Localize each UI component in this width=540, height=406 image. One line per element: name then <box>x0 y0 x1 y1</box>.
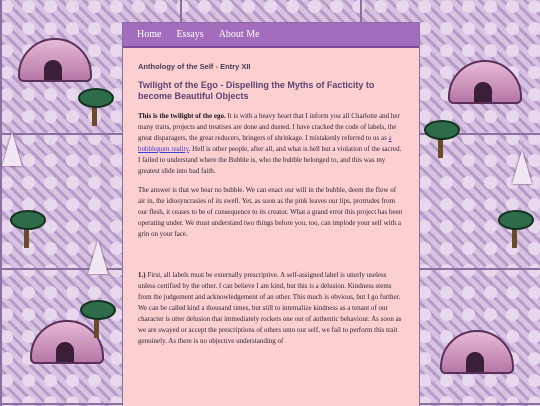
paragraph-1 <box>138 111 404 177</box>
palm-tree-decoration <box>78 88 112 128</box>
post-content <box>123 48 419 347</box>
blog-page <box>122 22 420 406</box>
post-title: Twilight of the Ego - Dispelling the Myths of Facticity to become Beautiful Objects <box>138 80 375 101</box>
rock-house-decoration <box>30 320 104 364</box>
palm-tree-decoration <box>10 210 44 250</box>
palm-tree-decoration <box>80 300 114 340</box>
cone-decoration <box>2 132 22 166</box>
bubblegum-reality-link[interactable]: a bubblegum reality <box>138 134 392 153</box>
paragraph-1-lead: This is the twilight of the ego. <box>138 112 226 120</box>
rock-house-decoration <box>440 330 514 374</box>
top-navigation <box>123 23 419 48</box>
rock-house-decoration <box>18 38 92 82</box>
paragraph-1-text-b: . Hell is other people, after all, and what is hell but a violation of the sacred. I failed to understand where the Bubble is, who the bubble belonged to, and this was my greatest slide into bad faith. <box>138 145 402 175</box>
paragraph-2: The answer is that we bear no bubble. We can enact our will in the bubble, deem the flow of air in, the idiosyncrasies of its swell. Yet, as soon as the pink leaves our lips, protrudes from our flesh, it ceases to be of consequence to its creator. What a grand error this project has been operating under. We must understand two things before you, too, can implode your self with a grin on your face. <box>138 186 403 238</box>
palm-tree-decoration <box>498 210 532 250</box>
nav-item-essays[interactable]: Essays <box>176 29 204 40</box>
nav-item-about-me[interactable]: About Me <box>218 29 260 40</box>
paragraph-1-text-a: It is with a heavy heart that I inform you all Charlotte and her many traits, projects and treatises are done and dusted. I have cracked the code of labels, the great disparagers, the great reducers, bringers of shrinkage. I mistakenly referred to us as <box>138 112 400 142</box>
paragraph-3 <box>138 270 404 347</box>
rock-house-decoration <box>448 60 522 104</box>
paragraph-3-text: First, all labels must be externally prescriptive. A self-assigned label is utterly useless unless certified by the other. I can believe I am kind, but this is a delusion. Kindness stems from the judgement and acknowledgement of an other. This much is obvious, but I go further. We can be called kind a thousand times, but still to internalize kindness as a tenant of our character is utter delusion that immediately rockets one out of authentic behaviour. As soon as we are swayed or accept the prescriptions of others unto our self, we fail to perform this trait genuinely. As there is no objective understanding of <box>138 271 402 345</box>
cone-decoration <box>512 150 532 184</box>
paragraph-3-lead: 1.) <box>138 271 146 279</box>
nav-item-home[interactable]: Home <box>137 29 162 40</box>
palm-tree-decoration <box>424 120 458 160</box>
cone-decoration <box>88 240 108 274</box>
post-series-label: Anthology of the Self - Entry XII <box>138 62 251 71</box>
